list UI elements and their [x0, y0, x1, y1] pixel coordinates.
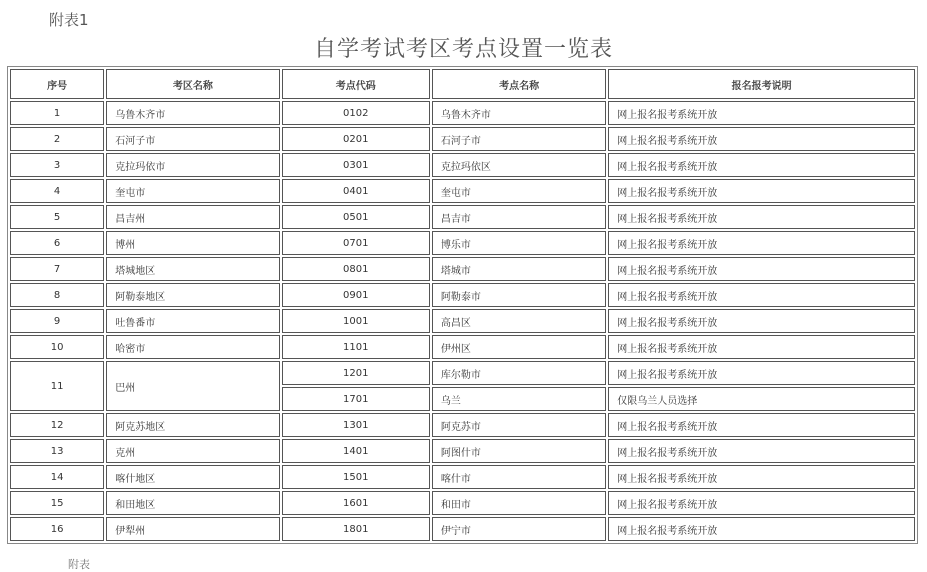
cell-code: 1501	[282, 465, 430, 489]
table-row	[10, 465, 915, 489]
cell-code: 0501	[282, 205, 430, 229]
footer-cut-text: 附表	[68, 558, 90, 571]
cell-site: 乌鲁木齐市	[432, 101, 606, 125]
table-row	[10, 361, 915, 385]
cell-code: 0201	[282, 127, 430, 151]
cell-seq: 4	[10, 179, 104, 203]
cell-code: 1701	[282, 387, 430, 411]
header-note: 报名报考说明	[608, 69, 915, 99]
cell-note: 网上报名报考系统开放	[608, 491, 915, 515]
cell-region: 伊犁州	[106, 517, 279, 541]
cell-seq: 15	[10, 491, 104, 515]
cell-note: 网上报名报考系统开放	[608, 465, 915, 489]
cell-site: 奎屯市	[432, 179, 606, 203]
cell-region: 昌吉州	[106, 205, 279, 229]
table-row	[10, 439, 915, 463]
header-site-code: 考点代码	[282, 69, 430, 99]
table-row	[10, 257, 915, 281]
cell-region: 克拉玛依市	[106, 153, 279, 177]
cell-note: 网上报名报考系统开放	[608, 205, 915, 229]
table-row	[10, 153, 915, 177]
table-header-row	[10, 69, 915, 99]
cell-seq: 13	[10, 439, 104, 463]
cell-note: 网上报名报考系统开放	[608, 127, 915, 151]
cell-seq: 5	[10, 205, 104, 229]
cell-region: 哈密市	[106, 335, 279, 359]
cell-note: 网上报名报考系统开放	[608, 335, 915, 359]
cell-code: 1201	[282, 361, 430, 385]
table-row	[10, 231, 915, 255]
cell-site: 阿图什市	[432, 439, 606, 463]
cell-seq: 14	[10, 465, 104, 489]
cell-site: 喀什市	[432, 465, 606, 489]
cell-seq: 1	[10, 101, 104, 125]
cell-site: 和田市	[432, 491, 606, 515]
cell-note: 网上报名报考系统开放	[608, 231, 915, 255]
cell-site: 克拉玛依区	[432, 153, 606, 177]
cell-region: 石河子市	[106, 127, 279, 151]
cell-seq: 3	[10, 153, 104, 177]
cell-code: 0801	[282, 257, 430, 281]
cell-region: 吐鲁番市	[106, 309, 279, 333]
cell-note: 网上报名报考系统开放	[608, 257, 915, 281]
cell-note: 网上报名报考系统开放	[608, 179, 915, 203]
table-row	[10, 101, 915, 125]
exam-site-table	[7, 66, 918, 544]
cell-code: 1101	[282, 335, 430, 359]
cell-site: 伊宁市	[432, 517, 606, 541]
cell-region: 奎屯市	[106, 179, 279, 203]
cell-code: 0401	[282, 179, 430, 203]
cell-site: 阿克苏市	[432, 413, 606, 437]
cell-region: 阿勒泰地区	[106, 283, 279, 307]
cell-note: 网上报名报考系统开放	[608, 361, 915, 385]
table-row	[10, 491, 915, 515]
cell-note: 仅限乌兰人员选择	[608, 387, 915, 411]
cell-region: 塔城地区	[106, 257, 279, 281]
cell-note: 网上报名报考系统开放	[608, 153, 915, 177]
cell-code: 1301	[282, 413, 430, 437]
cell-seq: 11	[10, 361, 104, 411]
cell-region: 博州	[106, 231, 279, 255]
cell-seq: 8	[10, 283, 104, 307]
cell-region: 喀什地区	[106, 465, 279, 489]
cell-note: 网上报名报考系统开放	[608, 517, 915, 541]
cell-code: 0301	[282, 153, 430, 177]
cell-site: 昌吉市	[432, 205, 606, 229]
cell-site: 伊州区	[432, 335, 606, 359]
cell-code: 0901	[282, 283, 430, 307]
cell-site: 石河子市	[432, 127, 606, 151]
cell-code: 0701	[282, 231, 430, 255]
table-row	[10, 413, 915, 437]
cell-site: 塔城市	[432, 257, 606, 281]
cell-region: 和田地区	[106, 491, 279, 515]
cell-seq: 2	[10, 127, 104, 151]
cell-site: 高昌区	[432, 309, 606, 333]
cell-site: 库尔勒市	[432, 361, 606, 385]
cell-region: 乌鲁木齐市	[106, 101, 279, 125]
cell-code: 0102	[282, 101, 430, 125]
cell-site: 博乐市	[432, 231, 606, 255]
cell-code: 1001	[282, 309, 430, 333]
page-title: 自学考试考区考点设置一览表	[313, 37, 613, 62]
annex-label: 附表1	[49, 11, 89, 29]
cell-seq: 12	[10, 413, 104, 437]
cell-seq: 16	[10, 517, 104, 541]
cell-seq: 10	[10, 335, 104, 359]
cell-region: 巴州	[106, 361, 279, 411]
cell-seq: 9	[10, 309, 104, 333]
cell-note: 网上报名报考系统开放	[608, 283, 915, 307]
cell-note: 网上报名报考系统开放	[608, 439, 915, 463]
table-row	[10, 309, 915, 333]
cell-code: 1601	[282, 491, 430, 515]
cell-note: 网上报名报考系统开放	[608, 309, 915, 333]
header-site-name: 考点名称	[432, 69, 606, 99]
cell-note: 网上报名报考系统开放	[608, 413, 915, 437]
cell-seq: 7	[10, 257, 104, 281]
cell-note: 网上报名报考系统开放	[608, 101, 915, 125]
cell-region: 阿克苏地区	[106, 413, 279, 437]
cell-site: 阿勒泰市	[432, 283, 606, 307]
table-row	[10, 179, 915, 203]
header-region-name: 考区名称	[106, 69, 279, 99]
table-row	[10, 205, 915, 229]
table-row	[10, 127, 915, 151]
header-seq: 序号	[10, 69, 104, 99]
table-row	[10, 335, 915, 359]
cell-code: 1801	[282, 517, 430, 541]
table-row	[10, 283, 915, 307]
cell-seq: 6	[10, 231, 104, 255]
cell-code: 1401	[282, 439, 430, 463]
cell-region: 克州	[106, 439, 279, 463]
cell-site: 乌兰	[432, 387, 606, 411]
table-row	[10, 517, 915, 541]
